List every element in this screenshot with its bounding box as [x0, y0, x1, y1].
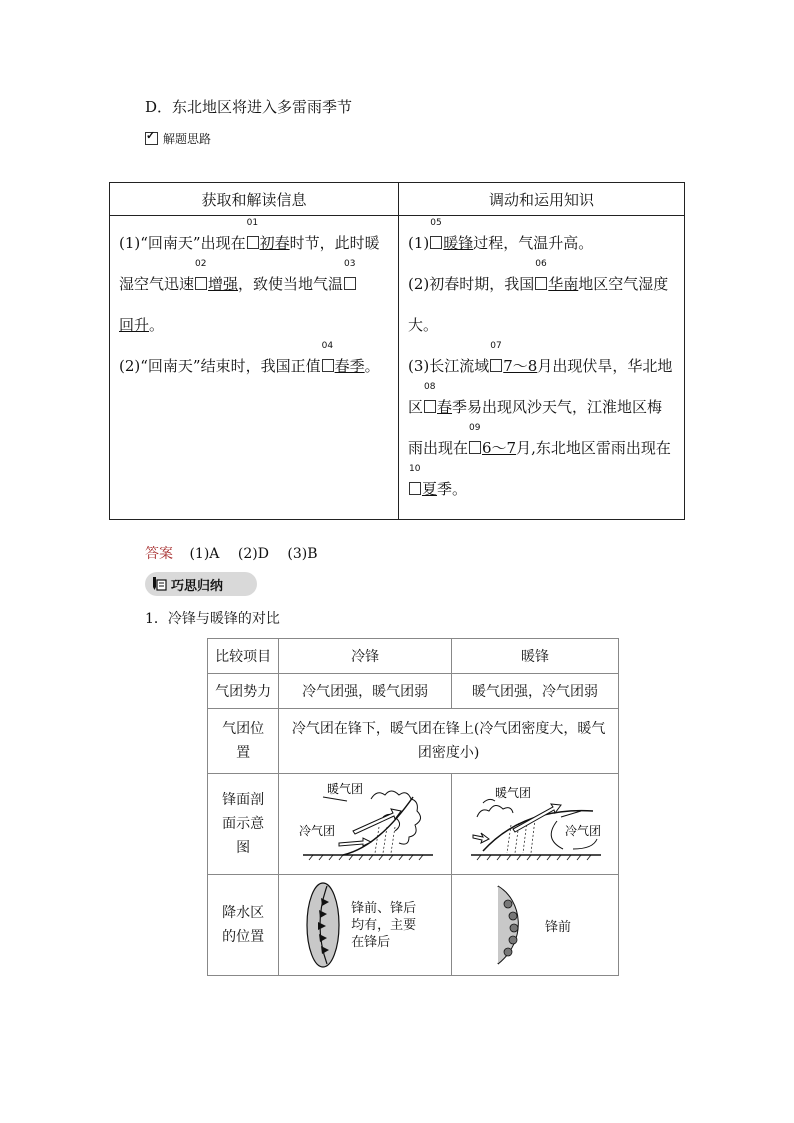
- cold-rain-text: 锋前、锋后均有，主要在锋后: [351, 900, 417, 950]
- blank-03: 03: [344, 277, 356, 290]
- answer-3: (3)B: [287, 546, 318, 562]
- hint-text: 解题思路: [163, 132, 212, 146]
- blank-07: 07: [490, 359, 502, 372]
- head-warm: 暖锋: [452, 639, 619, 674]
- rain-label: 降水区的位置: [208, 875, 279, 976]
- warm-rain-area-icon: [492, 880, 532, 970]
- blank-04: 04: [322, 359, 334, 372]
- warm-rain-cell: [452, 875, 619, 976]
- answer-2: (2)D: [237, 546, 269, 562]
- analysis-left-cell: (1)“回南天”出现在 01 初春时节，此时暖湿空气迅速 02 增强，致使当地气温 03 回升。 (2)“回南天”结束时，我国正值 04 春季。: [110, 216, 399, 520]
- force-label: 气团势力: [208, 674, 279, 709]
- warm-rain-text: 锋前: [544, 919, 571, 935]
- cold-diagram-cold-air: 冷气团: [299, 824, 336, 838]
- front-compare-table: [207, 638, 619, 976]
- hint-label: [145, 130, 211, 147]
- cold-front-section-icon: [283, 777, 447, 867]
- force-cold: 冷气团强，暖气团弱: [279, 674, 452, 709]
- answer-1: (1)A: [189, 546, 220, 562]
- analysis-header-left: 获取和解读信息: [110, 183, 399, 216]
- pen-note-icon: [151, 576, 167, 592]
- position-label: 气团位置: [208, 709, 279, 774]
- blank-05: 05: [430, 236, 442, 249]
- analysis-header-right: 调动和运用知识: [399, 183, 685, 216]
- position-text: 冷气团在锋下，暖气团在锋上(冷气团密度大，暖气团密度小): [279, 709, 619, 774]
- analysis-table: [109, 182, 685, 520]
- force-warm: 暖气团强，冷气团弱: [452, 674, 619, 709]
- warm-front-diagram: [452, 774, 619, 875]
- blank-08: 08: [424, 400, 436, 413]
- cold-front-diagram: [279, 774, 452, 875]
- blank-06: 06: [535, 277, 547, 290]
- blank-10: 10: [409, 482, 421, 495]
- blank-01: 01: [247, 236, 259, 249]
- summary-banner: [145, 572, 257, 596]
- head-cold: 冷锋: [279, 639, 452, 674]
- option-d: D．东北地区将进入多雷雨季节: [145, 98, 353, 116]
- analysis-right-cell: (1) 05 暖锋过程，气温升高。 (2)初春时期，我国 06 华南地区空气湿度大。 (3)长江流域 07 7～8月出现伏旱，华北地区 08 春季易出现风沙天气，江淮地区梅雨出现在 09 6～7月,东北地区雷雨出现在 10 夏季。: [399, 216, 685, 520]
- cold-rain-cell: [279, 875, 452, 976]
- checkbox-icon: [145, 132, 158, 145]
- head-item: 比较项目: [208, 639, 279, 674]
- warm-diagram-warm-air: 暖气团: [495, 786, 532, 800]
- blank-09: 09: [469, 441, 481, 454]
- section-title: 1．冷锋与暖锋的对比: [145, 611, 280, 627]
- diagram-label: 锋面剖面示意图: [208, 774, 279, 875]
- answer-label: 答案: [145, 546, 173, 562]
- warm-diagram-cold-air: 冷气团: [565, 824, 602, 838]
- banner-text: 巧思归纳: [171, 578, 224, 594]
- warm-front-section-icon: [453, 777, 617, 867]
- cold-diagram-warm-air: 暖气团: [327, 782, 364, 796]
- answer-line: [145, 543, 332, 563]
- blank-02: 02: [195, 277, 207, 290]
- cold-rain-area-icon: [303, 880, 343, 970]
